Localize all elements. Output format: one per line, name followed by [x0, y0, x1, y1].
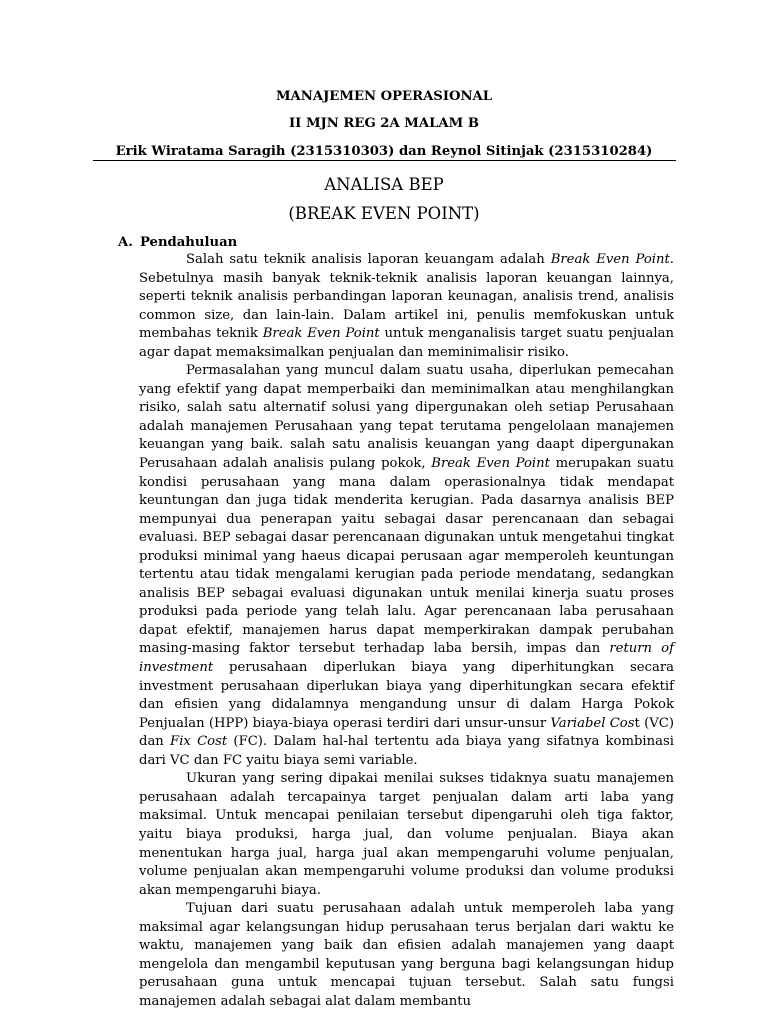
paragraph — [139, 770, 674, 900]
paragraph — [139, 900, 674, 1011]
paragraph — [139, 362, 674, 770]
text-run: merupakan suatu kondisi perusahaan yang mana dalam operasionalnya tidak mendapat keuntungan dan juga tidak menderita kerugian. Pada dasarnya analisis BEP mempunyai dua penerapan yaitu sebagai dasar perencanaan dan sebagai evaluasi. BEP sebagai dasar perencanaan digunakan untuk mengetahui tingkat produksi minimal yang haeus dicapai perusaan agar memperoleh keuntungan tertentu atau tidak mengalami kerugian pada periode mendatang, sedangkan analisis BEP sebagai evaluasi digunakan untuk menilai kinerja suatu proses produksi pada periode yang telah lalu. Agar perencanaan laba perusahaan dapat efektif, manajemen harus dapat memperkirakan dampak perubahan masing-masing faktor tersebut terhadap laba bersih, impas dan — [139, 456, 674, 657]
section-letter: A. — [118, 235, 133, 250]
text-run: perusahaan diperlukan biaya yang diperhitungkan secara investment perusahaan diperlukan biaya yang diperhitungkan secara efektif dan efisien yang didalamnya mengandung unsur di dalam Harga Pokok Penjualan (HPP) biaya-biaya operasi terdiri dari unsur-unsur — [139, 660, 674, 731]
text-run: Salah satu teknik analisis laporan keuangam adalah — [186, 252, 551, 267]
italic-term: Break Even Point — [431, 456, 550, 472]
text-run: . Sebetulnya masih banyak teknik-teknik analisis laporan keuangan lainnya, seperti teknik analisis perbandingan laporan keunagan, analisis trend, analisis common size, dan lain-lain. Dalam artikel ini, penulis memfokuskan untuk membahas teknik — [139, 252, 674, 342]
section-heading — [118, 234, 237, 252]
paragraph — [139, 251, 674, 362]
text-run: (FC). Dalam hal-hal tertentu ada biaya yang sifatnya kombinasi dari VC dan FC yaitu biaya semi variable. — [139, 734, 674, 768]
italic-term: Break Even Point — [262, 326, 380, 342]
header-divider — [93, 160, 676, 161]
text-run: t (VC) dan — [139, 715, 674, 750]
document-subtitle: (BREAK EVEN POINT) — [288, 204, 480, 223]
section-title: Pendahuluan — [140, 235, 238, 250]
body-text — [139, 251, 674, 1011]
text-run: Tujuan dari suatu perusahaan adalah untuk memperoleh laba yang maksimal agar kelangsungan hidup perusahaan terus berjalan dari waktu ke waktu, manajemen yang baik dan efisien adalah manajemen yang daapt mengelola dan mengambil keputusan yang berguna bagi kelangsungan hidup perusahaan guna untuk mencapai tujuan tersebut. Salah satu fungsi manajemen adalah sebagai alat dalam membantu — [139, 901, 674, 1009]
document-title: ANALISA BEP — [324, 175, 444, 194]
italic-term: Variabel Cos — [550, 715, 635, 731]
text-run: Permasalahan yang muncul dalam suatu usaha, diperlukan pemecahan yang efektif yang dapat memperbaiki dan meminimalkan atau menghilangkan risiko, salah satu alternatif solusi yang dipergunakan oleh setiap Perusahaan adalah manajemen Perusahaan yang tepat terutama pengelolaan manajemen keuangan yang baik. salah satu analisis keuangan yang daapt dipergunakan Perusahaan adalah analisis pulang pokok, — [139, 363, 674, 472]
italic-term: Break Even Point — [550, 252, 670, 267]
text-run: untuk menganalisis target suatu penjualan agar dapat memaksimalkan penjualan dan meminimalisir risiko. — [139, 326, 674, 360]
italic-term: Fix Cost — [170, 734, 228, 750]
class-heading: II MJN REG 2A MALAM B — [289, 116, 479, 131]
authors-heading: Erik Wiratama Saragih (2315310303) dan Reynol Sitinjak (2315310284) — [115, 144, 653, 159]
course-heading: MANAJEMEN OPERASIONAL — [275, 89, 493, 104]
text-run: Ukuran yang sering dipakai menilai sukses tidaknya suatu manajemen perusahaan adalah tercapainya target penjualan dalam arti laba yang maksimal. Untuk mencapai penilaian tersebut dipengaruhi oleh tiga faktor, yaitu biaya produksi, harga jual, dan volume penjualan. Biaya akan menentukan harga jual, harga jual akan mempengaruhi volume penjualan, volume penjualan akan mempengaruhi volume produksi dan volume produksi akan mempengaruhi biaya. — [139, 771, 674, 898]
italic-term: return of investment — [139, 641, 675, 676]
